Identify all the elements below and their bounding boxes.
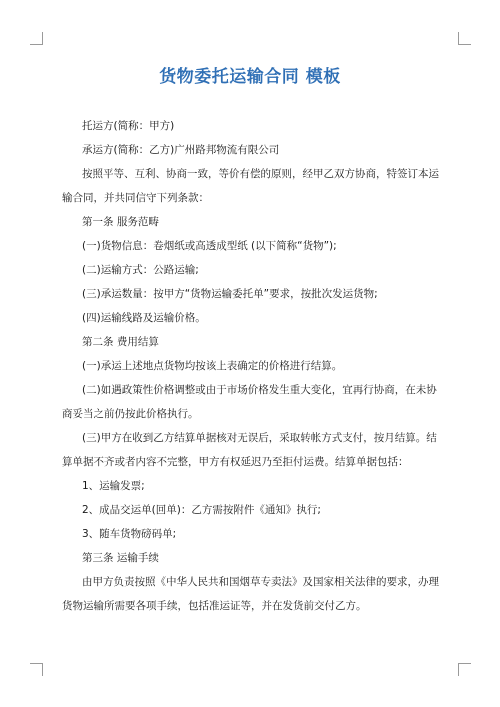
crop-mark-bottom-left <box>30 663 43 676</box>
documents-item-1: 1、运输发票; <box>82 480 145 492</box>
documents-item-3: 3、随车货物磅码单; <box>82 528 177 540</box>
document-body <box>62 114 442 618</box>
article-2-item-1: (一)承运上述地点货物均按该上表确定的价格进行结算。 <box>82 360 343 372</box>
article-3-body: 由甲方负责按照《中华人民共和国烟草专卖法》及国家相关法律的要求，办理货物运输所需要各项手续，包括准运证等，并在发货前交付乙方。 <box>62 576 439 612</box>
article-2-item-3: (三)甲方在收到乙方结算单据核对无误后，采取转帐方式支付，按月结算。结算单据不齐或者内容不完整，甲方有权延迟乃至拒付运费。结算单据包括： <box>62 432 437 468</box>
article-1-item-4: (四)运输线路及运输价格。 <box>82 312 206 324</box>
paragraph-shipper: 托运方(简称：甲方) <box>82 120 175 132</box>
crop-mark-top-left <box>30 32 43 45</box>
crop-mark-top-right <box>458 32 471 45</box>
article-3-heading: 第三条 运输手续 <box>82 552 159 564</box>
article-1-item-2: (二)运输方式：公路运输; <box>82 264 199 276</box>
crop-mark-bottom-right <box>458 663 471 676</box>
article-1-item-1: (一)货物信息：卷烟纸或高透成型纸 (以下简称“货物”); <box>82 240 337 252</box>
article-2-item-2: (二)如遇政策性价格调整或由于市场价格发生重大变化，宜再行协商，在未协商妥当之前仍按此价格执行。 <box>62 384 437 420</box>
article-1-heading: 第一条 服务范畴 <box>82 216 159 228</box>
article-2-heading: 第二条 费用结算 <box>82 336 159 348</box>
paragraph-carrier: 承运方(简称：乙方)广州路邦物流有限公司 <box>82 144 280 156</box>
article-1-item-3: (三)承运数量：按甲方“货物运输委托单”要求，按批次发运货物; <box>82 288 378 300</box>
paragraph-preamble: 按照平等、互利、协商一致，等价有偿的原则，经甲乙双方协商，特签订本运输合同，并共同信守下列条款： <box>62 168 439 204</box>
documents-item-2: 2、成品交运单(回单)：乙方需按附件《通知》执行; <box>82 504 321 516</box>
document-title: 货物委托运输合同 模板 <box>159 67 341 87</box>
